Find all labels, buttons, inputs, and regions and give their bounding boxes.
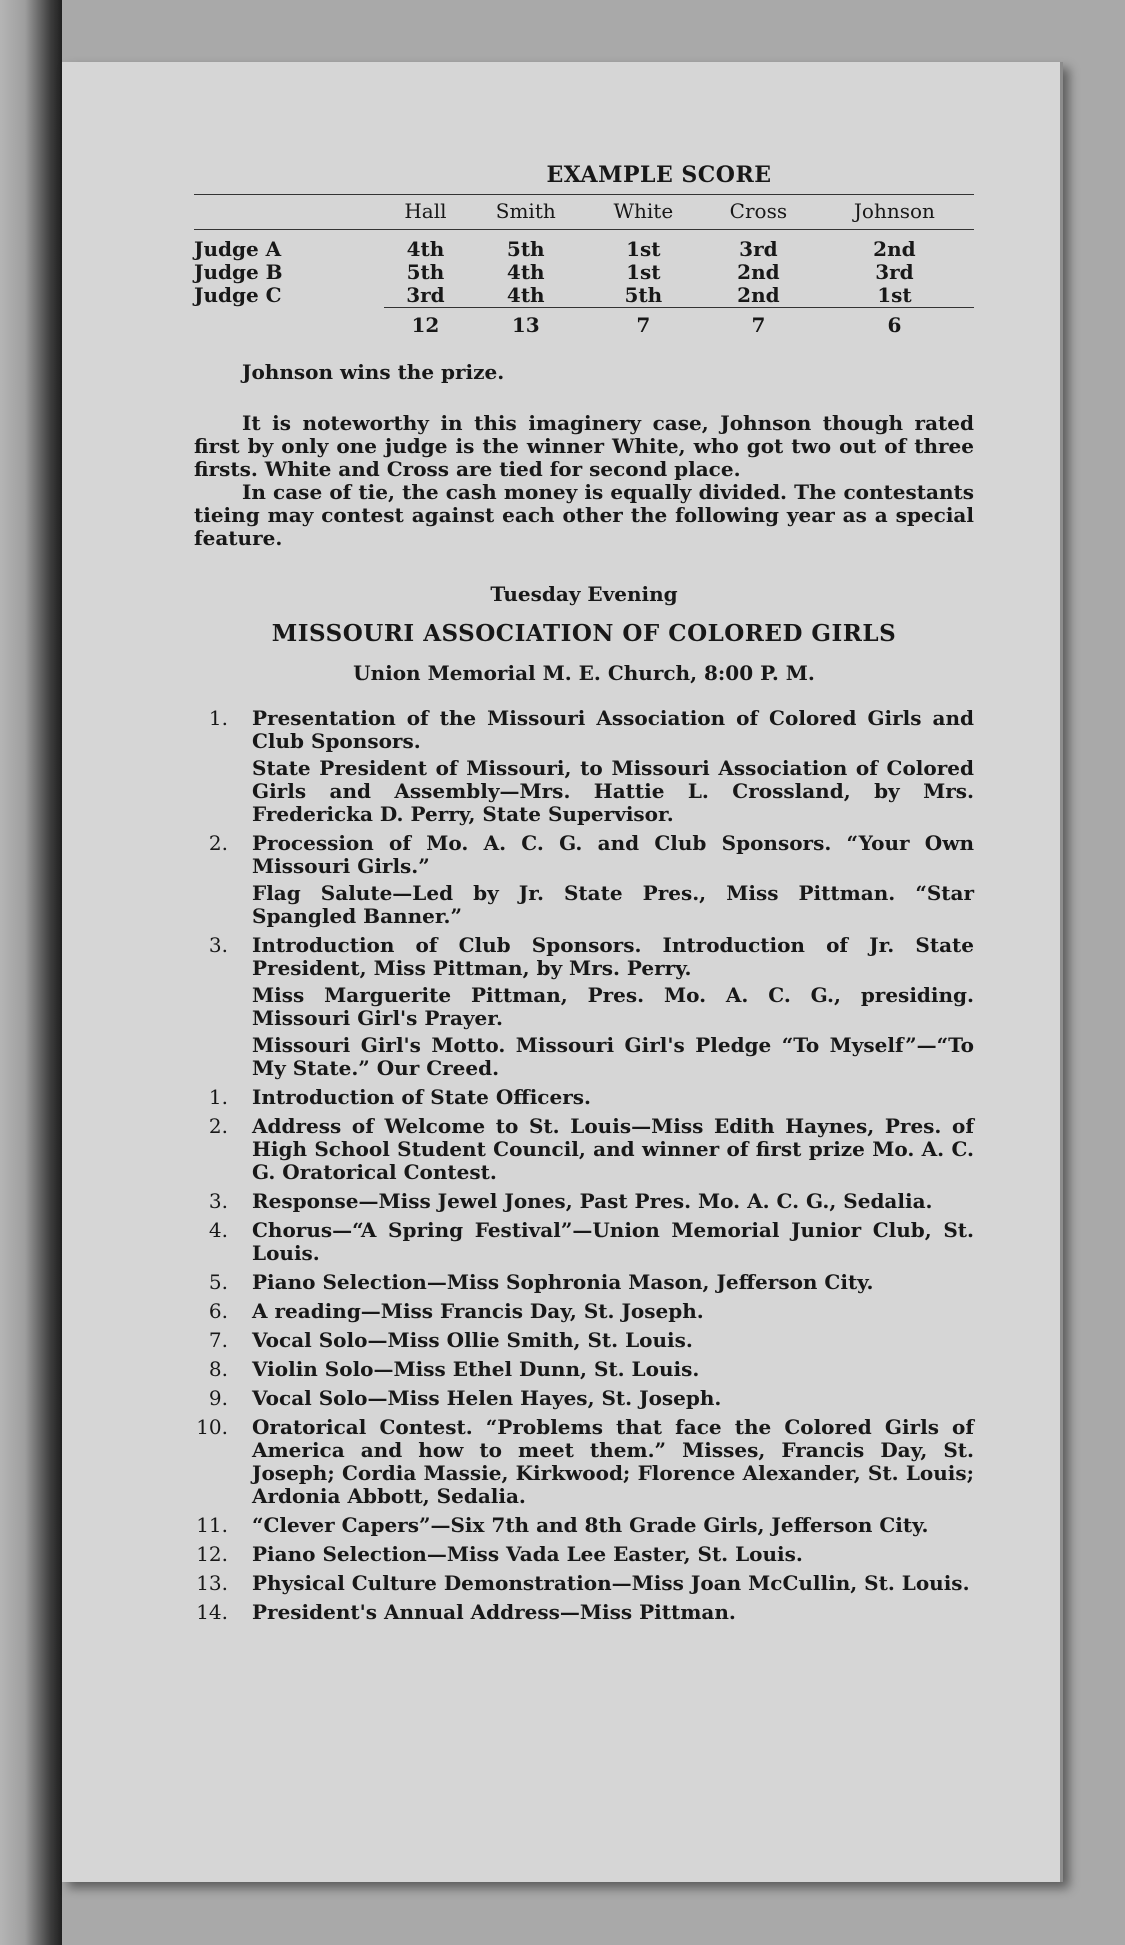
item-text: Presentation of the Missouri Association of Colored Girls and Club Sponsors. xyxy=(252,706,974,753)
item-number: 2. xyxy=(208,1114,228,1138)
item-text: Violin Solo—Miss Ethel Dunn, St. Louis. xyxy=(252,1357,700,1381)
item-number: 14. xyxy=(196,1600,228,1624)
score-totals-row xyxy=(194,308,974,338)
program-item xyxy=(194,1416,974,1508)
main-program-list xyxy=(194,1086,974,1624)
program-item xyxy=(194,1115,974,1184)
item-number: 10. xyxy=(196,1415,228,1439)
score-header-cell: Hall xyxy=(384,195,467,230)
program-item xyxy=(194,707,974,826)
item-text: Oratorical Contest. “Problems that face the Colored Girls of America and how to meet them.” Misses, Francis Day, St. Joseph; Cordia Massie, Kirkwood; Florence Alexander, St. Louis; Ardonia Abbott, Sedalia. xyxy=(252,1415,974,1508)
item-number: 7. xyxy=(208,1328,228,1352)
item-number: 1. xyxy=(208,706,228,730)
item-text: Response—Miss Jewel Jones, Past Pres. Mo. A. C. G., Sedalia. xyxy=(252,1189,933,1213)
item-number: 4. xyxy=(208,1218,228,1242)
score-title: EXAMPLE SCORE xyxy=(546,162,772,188)
rank-cell: 4th xyxy=(506,260,545,284)
score-row xyxy=(194,230,974,262)
score-header-cell: Smith xyxy=(467,195,585,230)
page-content xyxy=(194,162,974,1630)
rank-cell: 2nd xyxy=(873,237,916,261)
score-header-row xyxy=(194,195,974,230)
program-item xyxy=(194,1190,974,1213)
rank-cell: 2nd xyxy=(737,283,780,307)
program-page xyxy=(62,62,1063,1882)
program-item xyxy=(194,1543,974,1566)
opening-program-list xyxy=(194,707,974,1080)
item-number: 2. xyxy=(208,831,228,855)
item-text: Missouri Girl's Motto. Missouri Girl's Pledge “To Myself”—“To My State.” Our Creed. xyxy=(252,1033,974,1080)
rank-cell: 5th xyxy=(506,237,545,261)
score-header-cell: White xyxy=(585,195,702,230)
binding-edge xyxy=(0,0,62,1945)
score-header-cell: Johnson xyxy=(815,195,974,230)
total-cell: 7 xyxy=(702,308,815,338)
program-item xyxy=(194,1601,974,1624)
item-text: Physical Culture Demonstration—Miss Joan McCullin, St. Louis. xyxy=(252,1571,970,1595)
rank-cell: 1st xyxy=(626,237,661,261)
judge-name: Judge B xyxy=(194,260,283,284)
winner-line: Johnson wins the prize. xyxy=(242,360,505,384)
program-item xyxy=(194,1086,974,1109)
item-text: Address of Welcome to St. Louis—Miss Edith Haynes, Pres. of High School Student Council, and winner of first prize Mo. A. C. G. Oratorical Contest. xyxy=(252,1114,974,1184)
item-number: 11. xyxy=(196,1513,228,1537)
total-cell: 13 xyxy=(467,308,585,338)
program-item xyxy=(194,1514,974,1537)
judge-name: Judge C xyxy=(194,283,282,308)
program-item xyxy=(194,1387,974,1410)
explanation-paragraph: It is noteworthy in this imaginery case, Johnson though rated first by only one judge is the winner White, who got two out of three firsts. White and Cross are tied for second place. xyxy=(194,411,974,481)
item-text: Procession of Mo. A. C. G. and Club Sponsors. “Your Own Missouri Girls.” xyxy=(252,831,974,878)
program-item xyxy=(194,1271,974,1294)
rank-cell: 5th xyxy=(406,260,445,284)
program-item xyxy=(194,1300,974,1323)
program-item xyxy=(194,1572,974,1595)
rank-cell: 3rd xyxy=(875,260,914,284)
item-number: 9. xyxy=(208,1386,228,1410)
score-row xyxy=(194,261,974,284)
score-table xyxy=(194,194,974,337)
total-cell: 7 xyxy=(585,308,702,338)
totals-blank xyxy=(194,308,384,338)
item-number: 3. xyxy=(208,933,228,957)
item-number: 6. xyxy=(208,1299,228,1323)
total-cell: 6 xyxy=(815,308,974,338)
evening-heading: Tuesday Evening xyxy=(490,582,678,606)
item-text: Miss Marguerite Pittman, Pres. Mo. A. C. G., presiding. Missouri Girl's Prayer. xyxy=(252,983,974,1030)
item-number: 8. xyxy=(208,1357,228,1381)
item-number: 1. xyxy=(208,1085,228,1109)
program-item xyxy=(194,1219,974,1265)
program-item xyxy=(194,1358,974,1381)
item-text: A reading—Miss Francis Day, St. Joseph. xyxy=(252,1299,704,1323)
item-text: Piano Selection—Miss Vada Lee Easter, St. Louis. xyxy=(252,1542,803,1566)
item-number: 5. xyxy=(208,1270,228,1294)
item-text: Vocal Solo—Miss Ollie Smith, St. Louis. xyxy=(252,1328,693,1352)
rank-cell: 1st xyxy=(877,283,912,307)
judge-name: Judge A xyxy=(194,237,282,261)
program-item xyxy=(194,934,974,1080)
item-text: Piano Selection—Miss Sophronia Mason, Jefferson City. xyxy=(252,1270,874,1294)
rank-cell: 2nd xyxy=(737,260,780,284)
item-text: State President of Missouri, to Missouri Association of Colored Girls and Assembly—Mrs. Hattie L. Crossland, by Mrs. Fredericka D. Perry, State Supervisor. xyxy=(252,756,974,826)
program-item xyxy=(194,1329,974,1352)
tie-paragraph: In case of tie, the cash money is equally divided. The contestants tieing may contest against each other the following year as a special feature. xyxy=(194,480,974,550)
item-number: 13. xyxy=(196,1571,228,1595)
item-text: Introduction of Club Sponsors. Introduction of Jr. State President, Miss Pittman, by Mrs. Perry. xyxy=(252,933,974,980)
score-header-cell: Cross xyxy=(702,195,815,230)
total-cell: 12 xyxy=(384,308,467,338)
rank-cell: 4th xyxy=(406,237,445,261)
program-item xyxy=(194,832,974,928)
item-text: Chorus—“A Spring Festival”—Union Memorial Junior Club, St. Louis. xyxy=(252,1218,974,1265)
item-text: Vocal Solo—Miss Helen Hayes, St. Joseph. xyxy=(252,1386,722,1410)
rank-cell: 3rd xyxy=(739,237,778,261)
venue-heading: Union Memorial M. E. Church, 8:00 P. M. xyxy=(353,661,815,685)
item-text: President's Annual Address—Miss Pittman. xyxy=(252,1600,736,1624)
item-text: Introduction of State Officers. xyxy=(252,1085,591,1109)
association-heading: MISSOURI ASSOCIATION OF COLORED GIRLS xyxy=(271,620,897,647)
score-row xyxy=(194,284,974,308)
rank-cell: 4th xyxy=(506,283,545,307)
rank-cell: 3rd xyxy=(406,283,445,307)
rank-cell: 5th xyxy=(624,283,663,307)
item-number: 12. xyxy=(196,1542,228,1566)
item-number: 3. xyxy=(208,1189,228,1213)
rank-cell: 1st xyxy=(626,260,661,284)
item-text: “Clever Capers”—Six 7th and 8th Grade Girls, Jefferson City. xyxy=(252,1513,929,1537)
score-header-blank xyxy=(194,195,384,230)
item-text: Flag Salute—Led by Jr. State Pres., Miss Pittman. “Star Spangled Banner.” xyxy=(252,881,974,928)
